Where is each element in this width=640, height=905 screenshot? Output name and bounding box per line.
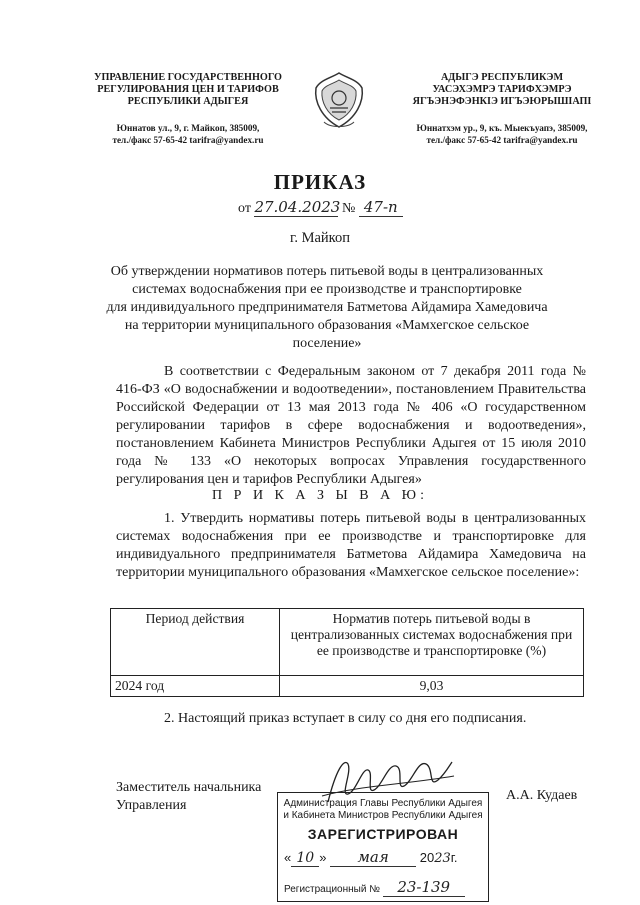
norm-table <box>110 608 584 697</box>
item-1-paragraph: 1. Утвердить нормативы потерь питьевой воды в централизованных системах водоснабжения при ее производстве и транспортировке для индивидуального предпринимателя Батметова Айдамира Хамедовича на территории муниципального образования «Мамхегское сельское поселение»: <box>116 511 586 580</box>
item-2-paragraph: 2. Настоящий приказ вступает в силу со дня его подписания. <box>164 711 527 726</box>
signer-position <box>116 779 296 815</box>
subject-line2: системах водоснабжения при ее производстве и транспортировке <box>132 282 522 297</box>
document-subject <box>92 263 562 353</box>
table-cell-period: 2024 год <box>111 676 280 697</box>
stamp-quote-open: « <box>284 850 292 865</box>
header-left-contacts: тел./факс 57-65-42 tarifra@yandex.ru <box>112 135 264 145</box>
table-cell-value: 9,03 <box>280 676 584 697</box>
stamp-day: 10 <box>291 850 319 867</box>
preamble-paragraph: В соответствии с Федеральным законом от 7 декабря 2011 года № 416-ФЗ «О водоснабжении и водоотведении», постановлением Правительства Российской Федерации от 13 мая 2013 года № 406 «О государственном регулировании тарифов в сфере водоснабжения и водоотведения», постановлением Кабинета Министров Республики Адыгея от 15 июля 2010 года № 133 «О некоторых вопросах Управления государственного регулирования цен и тарифов Республики Адыгея» <box>116 364 586 487</box>
header-right-line3: ЯГЪЭНЭФЭНКIЭ ИГЪЭЮРЫШIАПI <box>412 96 592 107</box>
header-left-line1: УПРАВЛЕНИЕ ГОСУДАРСТВЕННОГО <box>94 72 282 83</box>
stamp-year-unit: г. <box>450 850 458 865</box>
stamp-registered: ЗАРЕГИСТРИРОВАН <box>307 826 459 842</box>
date-value: 27.04.2023 <box>254 198 341 216</box>
table-header-row <box>111 609 584 676</box>
table-head-norm: Норматив потерь питьевой воды в централизованных системах водоснабжения при ее производстве и транспортировке (%) <box>280 609 584 676</box>
stamp-authority-line1: Администрация Главы Республики Адыгея <box>283 798 483 809</box>
number-prefix: № <box>341 201 356 216</box>
subject-line4: на территории муниципального образования «Мамхегское сельское <box>124 318 530 333</box>
city: г. Майкоп <box>290 230 350 246</box>
stamp-authority-line2: и Кабинета Министров Республики Адыгея <box>283 810 483 821</box>
header-right-line1: АДЫГЭ РЕСПУБЛИКЭМ <box>440 72 564 83</box>
signer-position-line1: Заместитель начальника <box>116 780 262 795</box>
table-row <box>111 676 584 697</box>
header-right-line2: УАСЭХЭМРЭ ТАРИФХЭМРЭ <box>432 84 572 95</box>
table-head-period: Период действия <box>111 609 280 676</box>
subject-line5: поселение» <box>292 336 362 351</box>
signer-position-line2: Управления <box>116 798 187 813</box>
stamp-reg-label: Регистрационный № <box>284 884 380 895</box>
stamp-year-suffix: 23 <box>434 851 451 866</box>
subject-line3: для индивидуального предпринимателя Батметова Айдамира Хамедовича <box>106 300 548 315</box>
document-title: ПРИКАЗ <box>273 170 367 194</box>
subject-line1: Об утверждении нормативов потерь питьевой воды в централизованных <box>110 264 544 279</box>
header-left-block <box>78 72 298 146</box>
registration-stamp <box>277 792 489 902</box>
number-value: 47-п <box>359 198 403 217</box>
stamp-reg-number-line <box>284 878 484 897</box>
stamp-authority <box>278 798 488 822</box>
header-right-address: Юннатхэм ур., 9, къ. Мыекъуапэ, 385009, <box>416 123 588 133</box>
stamp-date <box>284 848 484 867</box>
header-right-contacts: тел./факс 57-65-42 tarifra@yandex.ru <box>426 135 578 145</box>
header-right-block <box>392 72 612 146</box>
stamp-reg-number: 23-139 <box>383 878 465 897</box>
date-number-line <box>238 198 438 217</box>
stamp-month: мая <box>330 848 416 867</box>
stamp-year-prefix: 20 <box>419 850 435 865</box>
header-left-address: Юннатов ул., 9, г. Майкоп, 385009, <box>116 123 260 133</box>
signer-name: А.А. Кудаев <box>506 788 578 803</box>
stamp-quote-close: » <box>319 850 327 865</box>
date-prefix: от <box>238 201 251 216</box>
order-word: П Р И К А З Ы В А Ю: <box>212 488 428 503</box>
header-left-line3: РЕСПУБЛИКИ АДЫГЕЯ <box>127 96 249 107</box>
coat-of-arms-icon <box>312 70 366 130</box>
header-left-line2: РЕГУЛИРОВАНИЯ ЦЕН И ТАРИФОВ <box>97 84 279 95</box>
